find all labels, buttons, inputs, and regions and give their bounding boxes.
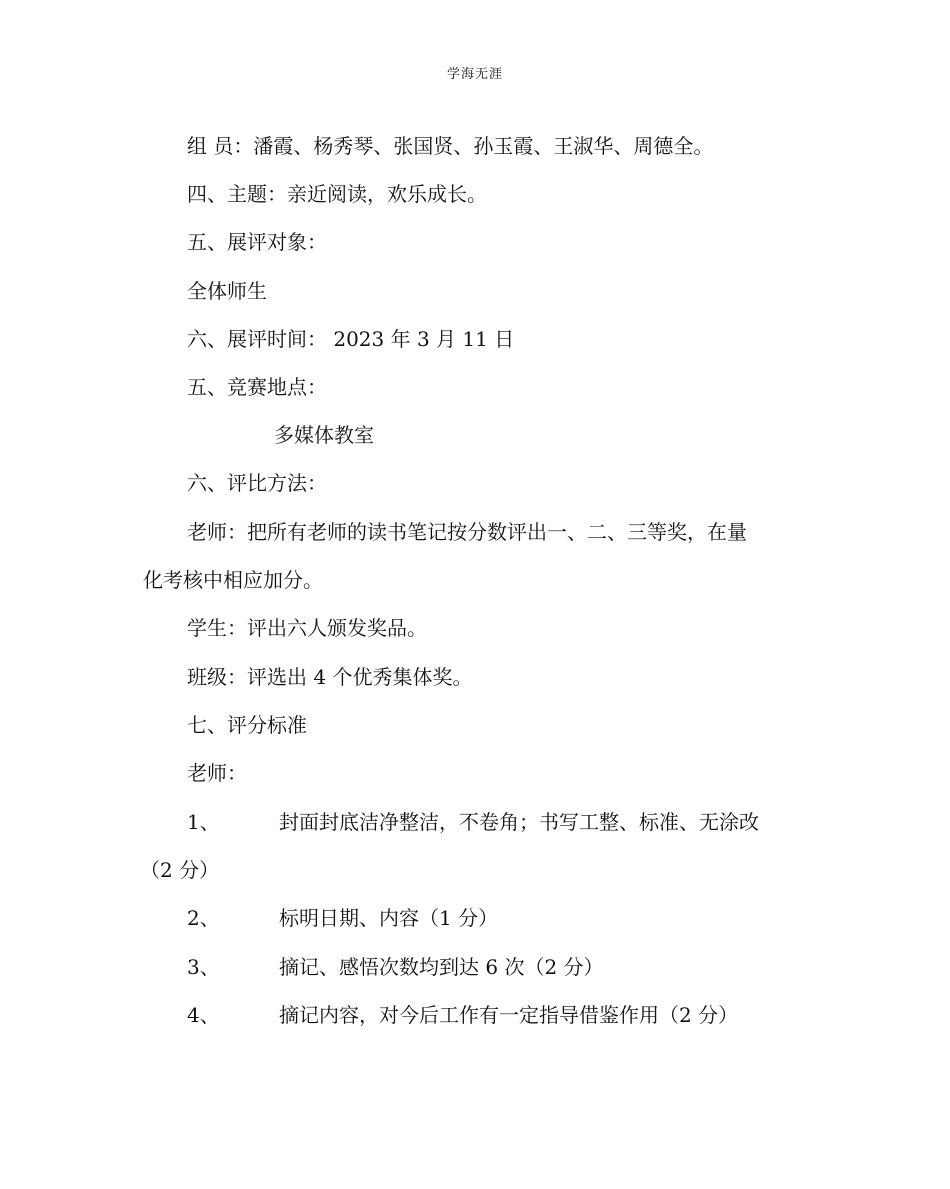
item-text: 摘记、感悟次数均到达 6 次（2 分） <box>279 955 604 979</box>
item-text: 摘记内容，对今后工作有一定指导借鉴作用（2 分） <box>279 1003 739 1027</box>
item-text: 封面封底洁净整洁，不卷角；书写工整、标准、无涂改 <box>279 810 759 834</box>
class-method-line: 班级：评选出 4 个优秀集体奖。 <box>187 665 473 689</box>
item-number: 4、 <box>187 1003 220 1027</box>
student-method-line: 学生：评出六人颁发奖品。 <box>187 616 427 640</box>
date-line: 六、展评时间： 2023 年 3 月 11 日 <box>187 327 515 351</box>
audience-heading: 五、展评对象： <box>187 230 327 254</box>
item-number: 3、 <box>187 955 220 979</box>
item-number: 1、 <box>187 810 220 834</box>
members-line: 组 员：潘霞、杨秀琴、张国贤、孙玉霞、王淑华、周德全。 <box>187 134 714 158</box>
criteria-heading: 七、评分标准 <box>187 713 307 737</box>
theme-line: 四、主题：亲近阅读，欢乐成长。 <box>187 182 487 206</box>
criteria-item <box>187 954 604 980</box>
venue-heading: 五、竞赛地点： <box>187 375 327 399</box>
method-heading: 六、评比方法： <box>187 471 327 495</box>
item-text: 标明日期、内容（1 分） <box>279 906 499 930</box>
venue-value: 多媒体教室 <box>274 423 374 447</box>
criteria-item <box>187 1002 738 1028</box>
teacher-method-cont: 化考核中相应加分。 <box>143 568 323 592</box>
criteria-item <box>187 905 498 931</box>
criteria-teacher-label: 老师： <box>187 761 247 785</box>
criteria-item-cont: （2 分） <box>140 858 220 882</box>
page-header: 学海无涯 <box>446 67 503 82</box>
teacher-method-line: 老师：把所有老师的读书笔记按分数评出一、二、三等奖，在量 <box>187 520 747 544</box>
audience-value: 全体师生 <box>187 279 267 303</box>
criteria-item <box>187 809 759 835</box>
item-number: 2、 <box>187 906 220 930</box>
